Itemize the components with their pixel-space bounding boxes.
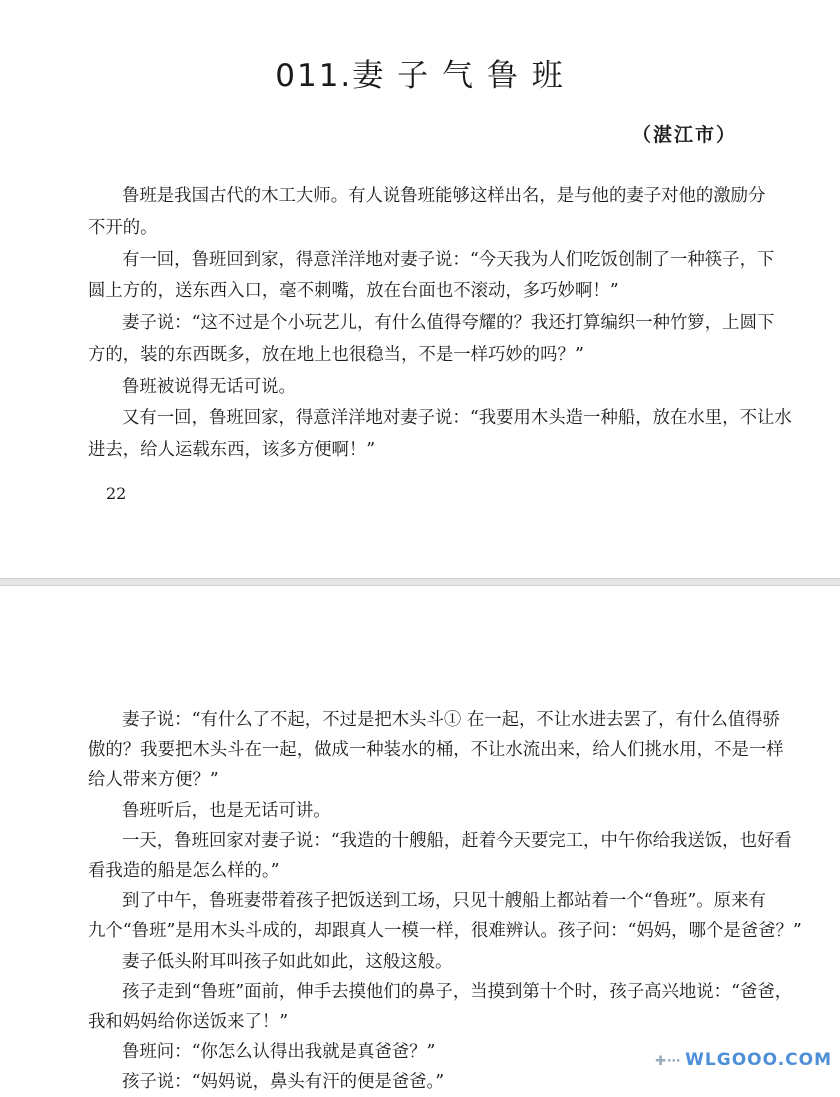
text-line: 看我造的船是怎么样的。”	[88, 860, 280, 881]
text-line: 我和妈妈给你送饭来了！”	[88, 1011, 289, 1032]
paragraph	[88, 886, 802, 946]
text-line: 给人带来方便？”	[88, 770, 219, 791]
text-line: 不开的。	[88, 217, 158, 238]
text-line: 孩子说：“妈妈说，鼻头有汗的便是爸爸。”	[122, 1072, 445, 1093]
paragraph	[88, 796, 764, 826]
text-line: 方的，装的东西既多，放在地上也很稳当，不是一样巧妙的吗？”	[88, 344, 584, 365]
watermark-text: WLGOOO.COM	[685, 1050, 832, 1070]
story-body	[88, 181, 792, 467]
text-line: 一天，鲁班回家对妻子说：“我造的十艘船，赶着今天要完工，中午你给我送饭，也好看	[122, 830, 792, 851]
watermark-logo	[655, 1050, 832, 1070]
paragraph	[88, 947, 764, 977]
text-line: 傲的？我要把木头斗在一起，做成一种装水的桶，不让水流出来，给人们挑水用，不是一样	[88, 740, 784, 761]
paragraph	[88, 1067, 764, 1097]
text-line: 进去，给人运载东西，该多方便啊！”	[88, 440, 376, 460]
text-line: 鲁班问：“你怎么认得出我就是真爸爸？”	[122, 1042, 436, 1063]
paragraph	[88, 403, 792, 467]
gamepad-icon: ✚⋯	[655, 1054, 682, 1069]
text-line: 鲁班被说得无话可说。	[122, 376, 296, 397]
paragraph	[88, 705, 784, 796]
text-line: 鲁班听后，也是无话可讲。	[122, 800, 331, 821]
text-line: 又有一回，鲁班回家，得意洋洋地对妻子说：“我要用木头造一种船，放在水里，不让水	[122, 408, 792, 429]
text-line: 妻子说：“有什么了不起，不过是把木头斗① 在一起，不让水进去罢了，有什么值得骄	[122, 710, 780, 730]
text-line: 妻子低头附耳叫孩子如此如此，这般这般。	[122, 951, 453, 972]
paragraph	[88, 826, 792, 886]
paragraph	[88, 245, 775, 309]
paragraph	[88, 181, 764, 245]
paragraph	[88, 977, 793, 1037]
story-body-continued	[88, 705, 802, 1097]
story-title: 011.妻 子 气 鲁 班	[275, 58, 565, 94]
paragraph	[88, 372, 764, 404]
text-line: 有一回，鲁班回到家，得意洋洋地对妻子说：“今天我为人们吃饭创制了一种筷子，下	[122, 249, 775, 270]
paragraph	[88, 308, 775, 372]
page-separator	[0, 578, 840, 586]
story-location: （湛江市）	[632, 124, 738, 146]
text-line: 圆上方的，送东西入口，毫不刺嘴，放在台面也不滚动，多巧妙啊！”	[88, 281, 619, 302]
text-line: 到了中午，鲁班妻带着孩子把饭送到工场，只见十艘船上都站着一个“鲁班”。原来有	[122, 891, 766, 912]
page-number: 22	[106, 484, 127, 503]
text-line: 鲁班是我国古代的木工大师。有人说鲁班能够这样出名，是与他的妻子对他的激励分	[122, 186, 766, 206]
document-page-23	[0, 586, 840, 1093]
text-line: 妻子说：“这不过是个小玩艺儿，有什么值得夸耀的？我还打算编织一种竹箩，上圆下	[122, 313, 775, 333]
text-line: 九个“鲁班”是用木头斗成的，却跟真人一模一样，很难辨认。孩子问：“妈妈，哪个是爸爸？”	[88, 921, 802, 942]
text-line: 孩子走到“鲁班”面前，伸手去摸他们的鼻子，当摸到第十个时，孩子高兴地说：“爸爸，	[122, 981, 793, 1002]
